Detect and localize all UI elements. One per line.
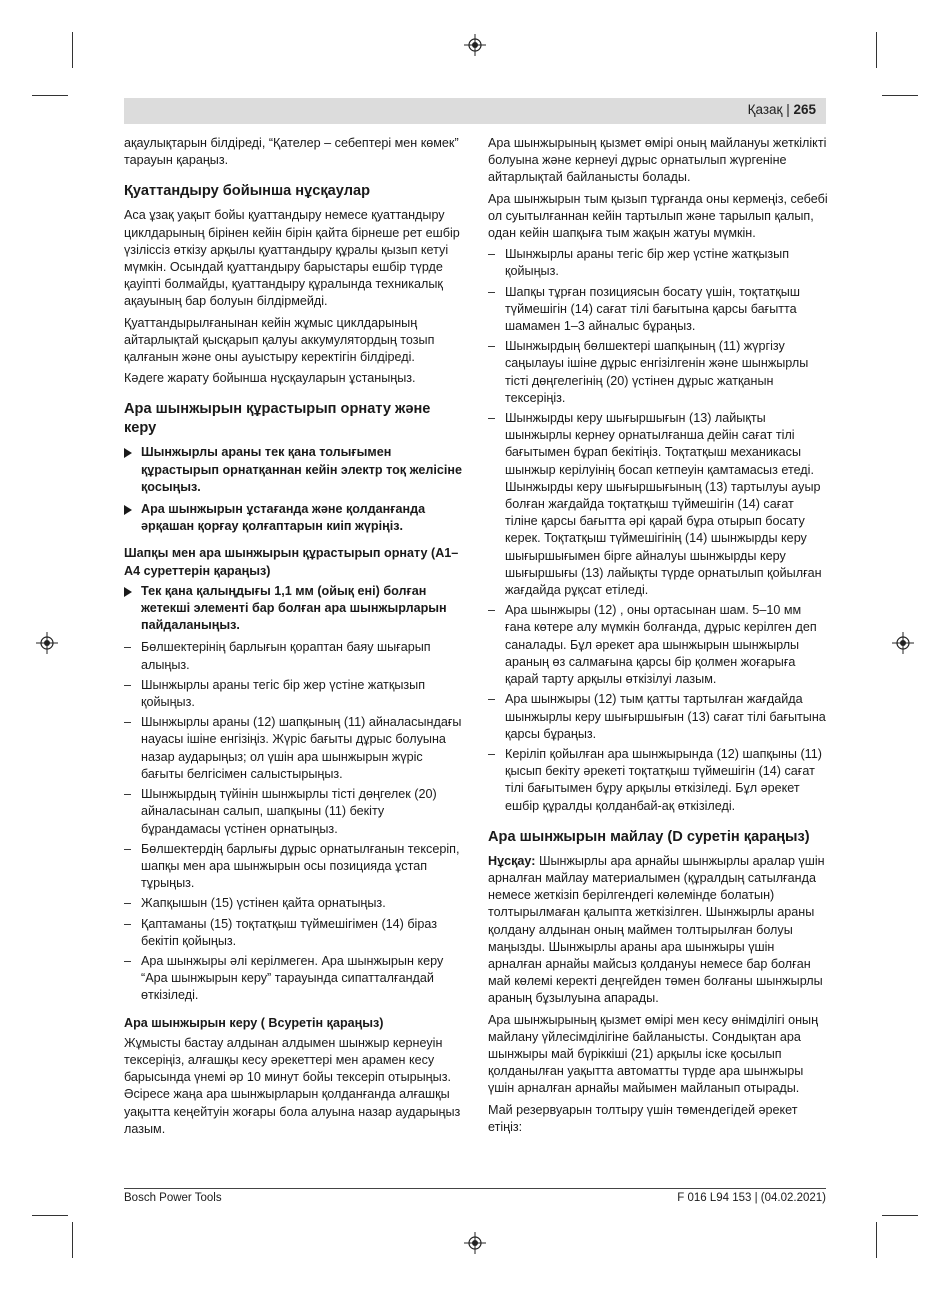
list-item [488, 691, 828, 743]
crop-mark [876, 1222, 877, 1258]
list-item-text: Шынжырдың түйінін шынжырлы тісті дөңгелек (20) айналасынан салып, шапқыны (11) бекіту бұрандамасы үстінен орнатыңыз. [141, 787, 437, 836]
dash-bullet: – [488, 746, 496, 761]
crop-mark [882, 95, 918, 96]
subsection-heading-tension: Ара шынжырын керу ( Всуретін қараңыз) [124, 1015, 384, 1030]
page-number: 265 [793, 102, 816, 117]
dash-bullet: – [488, 247, 496, 262]
dash-bullet: – [488, 284, 496, 299]
list-item-text: Шынжырлы араны тегіс бір жер үстіне жатқызып қойыңыз. [141, 677, 426, 710]
dash-bullet: – [488, 603, 496, 618]
list-item [124, 953, 466, 1005]
list-item [488, 410, 828, 599]
list-item-text: Шынжырды керу шығыршығын (13) лайықты шынжырлы кернеу орнатылғанша дейін сағат тілі бағытымен бұрап бекітіңіз. Тоқтатқыш механикасы шынжыр керілуінің босап кетпеуін қамтамасыз етеді. Шынжырды керу шығыршығының (13) тартылуы ауыр болған жағдайда тоқтатқыш түймешігін (14) сағат тіліне қарсы бағытта әрі қарай бұра отырып босату керек. Тоқтатқыш түймешігінің (14) шынжырды керу шығыршығымен бірге айналуы шынжырды керу шығыршығы (13) лайықты түрде орнатылып қойылған жағдайда рұқсат етіледі. [505, 411, 822, 598]
registration-mark-icon [464, 1232, 486, 1254]
list-item [488, 746, 828, 815]
footer-brand: Bosch Power Tools [124, 1192, 222, 1204]
list-item [488, 284, 828, 336]
warning-text: Тек қана қалыңдығы 1,1 мм (ойық ені) болған жетекші элементі бар болған ара шынжырларын пайдаланыңыз. [141, 583, 447, 633]
left-column [124, 135, 466, 1142]
section-heading-lubrication: Ара шынжырын майлау (D суретін қараңыз) [488, 828, 810, 845]
list-item [124, 841, 466, 893]
note-label: Нұсқау: [488, 853, 536, 868]
list-item-text: Шапқы тұрған позициясын босату үшін, тоқтатқыш түймешігін (14) сағат тілі бағытына қарсы бағытта шамамен 1–3 айналыс бұраңыз. [505, 284, 800, 334]
dash-bullet: – [124, 896, 132, 911]
page-header-text [748, 102, 816, 117]
list-item [488, 338, 828, 407]
list-item-text: Бөлшектерінің барлығын қорaптан баяу шығарып алыңыз. [141, 640, 431, 672]
list-item [488, 246, 828, 280]
dash-bullet: – [124, 640, 132, 655]
note-text: Шынжырлы ара арнайы шынжырлы аралар үшін арналған майлау материалымен (құралдың сатылғанда немесе жеткізіп берілгендегі көлемінде болатын) толтырылмаған қалыпта жеткізілген. Шынжырлы араны қолдану алдынан оның маймен толтырылған болуы маңызды. Шынжырлы араны ара шынжыры үшін арналған арнайы майсыз қолдануы немесе бар болған май көлемі керекті деңгейден төмен болғаны шынжырлы араның бұзылуына апарады. [488, 853, 825, 1006]
paragraph: Ара шынжырын тым қызып тұрғанда оны кермеңіз, себебі ол суытылғаннан кейін тартылып және тарылып қалып, одан кейін шапқыға тым жақын жатуы мүмкін. [488, 191, 828, 241]
list-item [124, 714, 466, 783]
footer-divider [124, 1188, 826, 1189]
triangle-bullet-icon [124, 448, 132, 458]
crop-mark [72, 1222, 73, 1258]
intro-paragraph: ақаулықтарын білдіреді, “Қателер – себептері мен көмек” тарауын қараңыз. [124, 136, 459, 168]
dash-bullet: – [124, 677, 132, 692]
crop-mark [32, 95, 68, 96]
dash-bullet: – [124, 953, 132, 968]
crop-mark [876, 32, 877, 68]
dash-bullet: – [124, 916, 132, 931]
list-item-text: Шынжырлы араны (12) шапқының (11) айналасындағы науасы ішіне енгізіңіз. Жүріс бағыты дұрыс болуына назар аударыңыз; ол үшін ара шынжырын жүріс бағыты белгісімен салыстырыңыз. [141, 715, 462, 781]
crop-mark [72, 32, 73, 68]
dash-bullet: – [124, 787, 132, 802]
page-header [124, 98, 826, 124]
warning-item [124, 583, 466, 635]
dash-bullet: – [124, 841, 132, 856]
list-item [124, 639, 466, 673]
list-item-text: Жапқышын (15) үстінен қайта орнатыңыз. [141, 896, 386, 911]
paragraph: Аса ұзақ уақыт бойы қуаттандыру немесе қуаттандыру циклдарының бірінен кейін бірін қайта бірнеше рет ешбір үзіліссіз өткізу арқылы қуаттандыру құралы қызып кетуі мүмкін. Осындай қуаттандыру барыстары ешбір түрде қауіпті болмайды, қуаттандыру құралында техникалық ақауының бар болуын білдірмейді. [124, 208, 460, 309]
paragraph: Ара шынжырының қызмет өмірі оның майлануы жеткілікті болуына және кернеуі дұрыс орнатылып жүргеніне айтарлықтай байланысты болады. [488, 136, 827, 185]
subsection-heading-bar: Шапқы мен ара шынжырын құрастырып орнату (A1–A4 суреттерін қараңыз) [124, 546, 459, 578]
warning-item [124, 444, 466, 496]
registration-mark-icon [36, 632, 58, 654]
dash-bullet: – [488, 411, 496, 426]
registration-mark-icon [892, 632, 914, 654]
list-item-text: Ара шынжыры әлі керілмеген. Ара шынжырын керу “Ара шынжырын керу” тарауында сипатталғандай өткізіледі. [141, 953, 444, 1003]
list-item [124, 916, 466, 950]
paragraph: Қуаттандырылғанынан кейін жұмыс циклдарының айтарлықтай қысқарып қалуы аккумулятордың тозып қалғанын және оны ауыстыру керектігін білдіреді. [124, 315, 435, 365]
paragraph: Кәдеге жарату бойынша нұсқауларын ұстаныңыз. [124, 371, 416, 386]
list-item-text: Қаптаманы (15) тоқтатқыш түймешігімен (14) біраз бекітіп қойыңыз. [141, 916, 437, 948]
list-item [124, 677, 466, 711]
registration-mark-icon [464, 34, 486, 56]
footer-doc-id: F 016 L94 153 | (04.02.2021) [677, 1192, 826, 1204]
list-item-text: Бөлшектердің барлығы дұрыс орнатылғанын тексеріп, шапқы мен ара шынжырын осы позицияда ұстап тұрыңыз. [141, 841, 460, 891]
header-separator: | [786, 102, 790, 117]
section-heading-charging: Қуаттандыру бойынша нұсқаулар [124, 183, 370, 200]
paragraph: Май резервуарын толтыру үшін төмендегідей әрекет етіңіз: [488, 1102, 798, 1134]
warning-item [124, 501, 466, 535]
dash-bullet: – [488, 339, 496, 354]
dash-bullet: – [124, 715, 132, 730]
dash-bullet: – [488, 692, 496, 707]
triangle-bullet-icon [124, 587, 132, 597]
list-item [488, 602, 828, 688]
header-language: Қазақ [747, 102, 783, 117]
list-item-text: Ара шынжыры (12) , оны ортасынан шам. 5–10 мм ғана көтере алу мүмкін болғанда, дұрыс керілген деп саналады. Бұл әрекет ара шынжырын шынжырлы араның өз салмағына қарсы бір қолмен жоғарыға қарай тарту арқылы өткізілуі лазым. [505, 603, 817, 687]
list-item-text: Шынжырдың бөлшектері шапқының (11) жүргізу саңылауы ішіне дұрыс енгізілгенін және шынжырлы тісті дөңгелегінің (20) үстінен дұрыс жатқанын тексеріңіз. [505, 339, 809, 405]
crop-mark [882, 1215, 918, 1216]
warning-text: Ара шынжырын ұстағанда және қолданғанда әрқашан қорғау қолғаптарын киіп жүріңіз. [141, 502, 426, 534]
list-item-text: Шынжырлы араны тегіс бір жер үстіне жатқызып қойыңыз. [505, 247, 790, 279]
paragraph: Жұмысты бастау алдынан алдымен шынжыр кернеуін тексеріңіз, алғашқы кесу әрекеттері мен арамен кесу барысында үнемі әр 10 минут бойы тексеріп отырыңыз. Әсіресе жаңа ара шынжырларын қолданғанда алғашқы уақытта кеңейтуін жоғары бола алуына назар аударыңыз лазым. [124, 1035, 461, 1136]
list-item-text: Ара шынжыры (12) тым қатты тартылған жағдайда шынжырлы керу шығыршығын (13) сағат тілі бағытына қарсы бұраңыз. [505, 692, 826, 741]
paragraph: Ара шынжырының қызмет өмірі мен кесу өнімділігі оның майлану үйлесімділігіне байланысты. Сондықтан ара шынжыры май бүріккіші (21) арқылы іске қосылып қолданылған уақытта автоматты түрде ара шынжыры үшін арналған арнайы майымен майланып отырады. [488, 1012, 819, 1096]
list-item-text: Керіліп қойылған ара шынжырында (12) шапқыны (11) қысып бекіту әрекеті тоқтатқыш түймешігін (14) сағат тілі бағытымен бұру арқылы өткізіледі. Бұл әрекет ешбір құралды қолданбай-ақ өткізіледі. [505, 746, 822, 813]
crop-mark [32, 1215, 68, 1216]
warning-text: Шынжырлы араны тек қана толығымен құрастырып орнатқаннан кейін электр тоқ желісіне қосыңыз. [141, 445, 462, 494]
triangle-bullet-icon [124, 505, 132, 515]
section-heading-assembly: Ара шынжырын құрастырып орнату және керу [124, 401, 431, 437]
right-column [488, 135, 828, 1140]
note-paragraph [488, 853, 828, 1008]
list-item [124, 786, 466, 838]
list-item [124, 895, 466, 912]
